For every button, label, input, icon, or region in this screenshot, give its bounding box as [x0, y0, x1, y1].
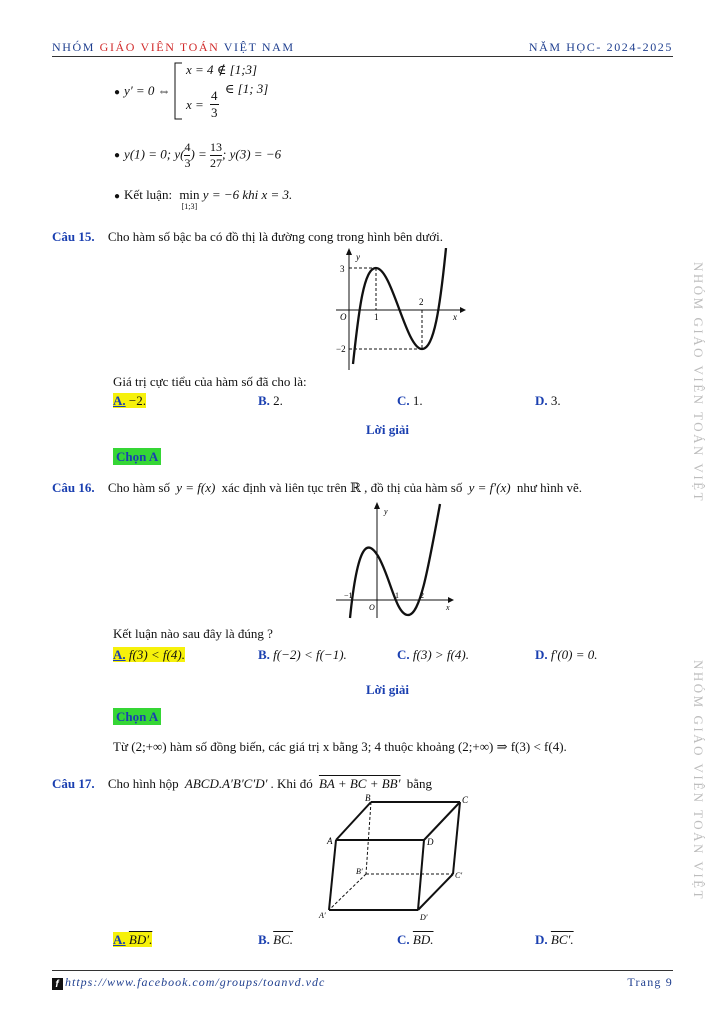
case-2-lhs: x = [186, 97, 204, 112]
option-text: 3. [550, 393, 561, 408]
edge-cd [424, 802, 460, 840]
option-text: BC′. [550, 932, 574, 947]
page-number: Trang 9 [627, 975, 673, 989]
y-label: y [356, 252, 360, 262]
q16-option-d[interactable] [535, 647, 598, 663]
min-operator [179, 187, 199, 211]
q16-text-c: như hình vẽ. [516, 480, 582, 495]
bullet-icon: ● [114, 87, 121, 98]
option-text: BD′. [128, 932, 153, 947]
tick-3: 3 [340, 264, 345, 274]
option-key: B. [258, 647, 270, 662]
q15-option-a[interactable] [113, 393, 146, 409]
vertex-b1: B′ [356, 867, 363, 876]
question-15 [52, 229, 443, 245]
q15-option-c[interactable] [397, 393, 423, 409]
q15-option-b[interactable] [258, 393, 283, 409]
edge-ba [336, 802, 371, 840]
conclusion-label: Kết luận: [124, 187, 173, 202]
x-label: x [453, 312, 457, 322]
q16-option-a[interactable] [113, 647, 185, 663]
question-16 [52, 480, 582, 496]
question-number: Câu 17. [52, 776, 95, 791]
option-text: 2. [273, 393, 283, 408]
q16-text-fp: y = f′(x) [468, 480, 511, 495]
edge-dd1 [418, 840, 424, 910]
values-line [114, 140, 281, 171]
derivative-label: y′ = 0 ⇔ [124, 83, 171, 98]
min-subscript: [1;3] [181, 202, 198, 211]
case-1 [186, 62, 257, 78]
fraction-num: 4 [184, 140, 191, 154]
option-text: BC. [273, 932, 294, 947]
vertex-d: D [427, 837, 434, 847]
values-a: y(1) = 0; y( [124, 146, 185, 162]
q17-option-d[interactable] [535, 932, 574, 948]
question-17 [52, 776, 432, 792]
derivative-equation [114, 83, 171, 99]
cubic-graph [326, 248, 466, 372]
tick-1: 1 [395, 591, 399, 600]
origin-label: O [340, 312, 347, 322]
bullet-icon: ● [114, 150, 121, 162]
q17-option-c[interactable] [397, 932, 433, 948]
tick-2: 2 [419, 297, 424, 307]
fraction-den: 3 [184, 156, 191, 170]
option-text: BD. [412, 932, 434, 947]
option-key: C. [397, 393, 410, 408]
case-1-text: x = 4 ∉ [1;3] [186, 62, 258, 77]
fraction-num: 13 [210, 140, 223, 154]
question-number: Câu 15. [52, 229, 95, 244]
q16-text-f: y = f(x) [176, 480, 216, 495]
header-text-3: TOÁN [179, 40, 220, 54]
vertex-d1: D′ [420, 913, 428, 922]
vertex-c: C [462, 795, 469, 805]
page-footer [52, 970, 673, 993]
q16-explanation: Từ (2;+∞) hàm số đồng biến, các giá trị x bằng 3; 4 thuộc khoảng (2;+∞) ⇒ f(3) < f(4). [113, 739, 567, 754]
min-text: min [179, 187, 200, 202]
page-header [52, 38, 673, 57]
q17-text-b: . Khi đó [270, 776, 313, 791]
case-2-rhs: ∈ [1; 3] [224, 81, 269, 96]
edge-b1a1-hidden [329, 874, 366, 910]
parallelepiped [316, 794, 476, 924]
edge-d1c1 [418, 874, 453, 910]
conclusion-line [114, 187, 292, 211]
q16-text-b: xác định và liên tục trên ℝ , đồ thị của hàm số [221, 480, 463, 495]
q16-solution-heading: Lời giải [366, 682, 409, 697]
q16-prompt: Kết luận nào sau đây là đúng ? [113, 626, 273, 641]
q16-answer [113, 709, 161, 725]
option-key: D. [535, 393, 548, 408]
option-key: B. [258, 393, 270, 408]
fraction [210, 88, 219, 121]
facebook-icon: f [52, 978, 63, 990]
option-text: −2. [128, 393, 146, 408]
y-axis-arrow [374, 502, 380, 509]
option-key: B. [258, 932, 270, 947]
watermark-1: NHÓM GIÁO VIÊN TOÁN VIỆT [691, 262, 706, 504]
y-axis-arrow [346, 248, 352, 255]
option-text: f(3) > f(4). [412, 647, 469, 662]
x-label: x [446, 603, 450, 612]
values-c: ; y(3) = −6 [222, 146, 282, 162]
option-key: C. [397, 647, 410, 662]
header-school-year: NĂM HỌC- 2024-2025 [528, 40, 673, 54]
footer-link[interactable] [52, 975, 325, 990]
case-2 [186, 81, 269, 121]
vertex-c1: C′ [455, 871, 463, 880]
tick-1: 1 [374, 312, 379, 322]
edge-aa1 [329, 840, 336, 910]
y-label: y [384, 507, 388, 516]
edge-cc1 [453, 802, 460, 874]
fraction-num: 4 [211, 88, 218, 103]
footer-url[interactable]: https://www.facebook.com/groups/toanvd.vdc [65, 975, 326, 989]
edge-bb1-hidden [366, 802, 371, 874]
option-text: f′(0) = 0. [550, 647, 598, 662]
q17-text-a: Cho hình hộp [107, 776, 179, 791]
answer-badge: Chọn A [113, 448, 161, 465]
x-axis-arrow [460, 307, 466, 313]
question-text: Cho hàm số bậc ba có đồ thị là đường cong trong hình bên dưới. [107, 229, 443, 244]
option-key: A. [113, 393, 126, 408]
values-b: ) = [190, 146, 207, 162]
header-text-2: GIÁO VIÊN [99, 40, 180, 54]
q16-text-a: Cho hàm số [107, 480, 170, 495]
tick-2: 2 [420, 591, 424, 600]
q16-option-c[interactable] [397, 647, 469, 663]
q15-answer [113, 449, 161, 465]
header-group-name [52, 40, 295, 55]
tick-minus1: −1 [344, 591, 353, 600]
q17-text-c: bằng [406, 776, 432, 791]
option-key: D. [535, 932, 548, 947]
fraction-den: 3 [211, 105, 218, 120]
option-key: C. [397, 932, 410, 947]
q17-text-box: ABCD.A′B′C′D′ [184, 776, 268, 791]
watermark-2: NHÓM GIÁO VIÊN TOÁN VIỆT [691, 660, 706, 902]
q17-vector-sum: BA + BC + BB′ [318, 776, 401, 791]
vertex-a1: A′ [319, 911, 326, 920]
q15-solution-heading: Lời giải [366, 422, 409, 437]
option-text: f(−2) < f(−1). [273, 647, 347, 662]
derivative-graph [336, 500, 456, 620]
option-key: D. [535, 647, 548, 662]
header-text-4: VIỆT NAM [219, 40, 295, 54]
option-key: A. [113, 647, 126, 662]
option-key: A. [113, 932, 126, 947]
conclusion-rest: y = −6 khi x = 3. [202, 187, 293, 202]
q17-option-b[interactable] [258, 932, 293, 948]
fraction [210, 140, 222, 171]
cubic-curve [353, 248, 446, 364]
case-bracket [172, 62, 184, 120]
vertex-a: A [327, 836, 333, 846]
vertex-b: B [365, 794, 371, 803]
q16-option-b[interactable] [258, 647, 347, 663]
derivative-curve [350, 504, 440, 618]
option-text: 1. [412, 393, 423, 408]
fraction-den: 27 [210, 156, 223, 170]
question-number: Câu 16. [52, 480, 95, 495]
origin-label: O [369, 603, 375, 612]
q15-option-d[interactable] [535, 393, 561, 409]
q17-option-a[interactable] [113, 932, 152, 948]
bullet-icon: ● [114, 191, 121, 202]
q15-prompt: Giá trị cực tiểu của hàm số đã cho là: [113, 374, 307, 389]
header-text-1: NHÓM [52, 40, 100, 54]
option-text: f(3) < f(4). [128, 647, 185, 662]
tick-minus2: −2 [336, 344, 346, 354]
answer-badge: Chọn A [113, 708, 161, 725]
